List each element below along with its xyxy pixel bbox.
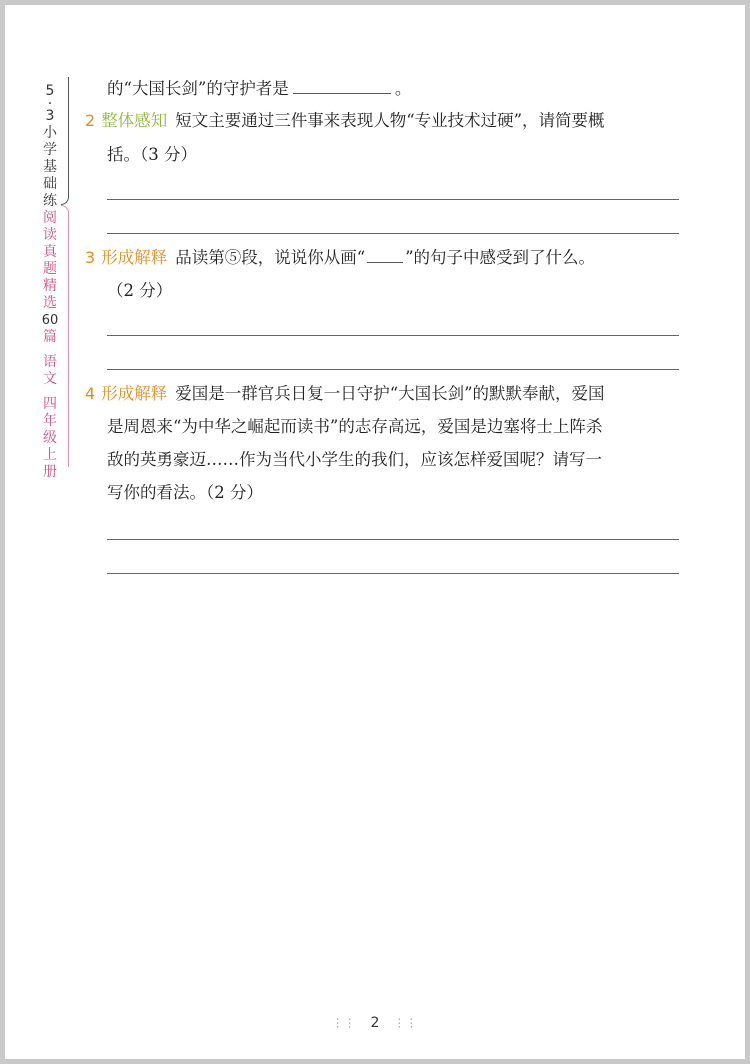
question-text: 品读第⑤段，说说你从画“ [175,248,366,267]
fill-blank[interactable] [293,77,391,94]
question-text: 括。（3 分） [107,145,197,164]
series-char: 题 [43,261,57,277]
brand-char: 基 [43,159,57,175]
answer-line[interactable] [107,233,679,234]
brand-char: 小 [43,125,57,141]
question-number: 3 [85,248,96,267]
series-char: 精 [43,278,57,294]
answer-line[interactable] [107,539,679,540]
question-text: 敌的英勇豪迈……作为当代小学生的我们，应该怎样爱国呢？请写一 [107,450,602,469]
grade-char: 年 [43,413,57,429]
series-char: 阅 [43,210,57,226]
series-char: 真 [43,244,57,260]
subject-char: 语 [43,354,57,370]
question-4-line-3 [107,448,701,472]
sidebar-divider-bottom [61,205,69,467]
series-count: 60 [41,313,59,328]
page-footer [5,1015,745,1031]
series-char: 读 [43,227,57,243]
question-text: 爱国是一群官兵日复一日守护“大国长剑”的默默奉献，爱国 [175,384,605,403]
brand-char: 练 [43,193,57,209]
page [5,5,745,1059]
subject-char: 文 [43,371,57,387]
brand-char: 5 [45,83,55,99]
question-text: 短文主要通过三件事来表现人物“专业技术过硬”，请简要概 [175,111,605,130]
question-2 [85,109,679,133]
grade-char: 上 [43,447,57,463]
question-text: （2 分） [107,281,173,300]
answer-line[interactable] [107,199,679,200]
question-3-line-2 [107,279,701,303]
question-1-tail: 的“大国长剑”的守护者是 。 [107,79,412,98]
sidebar-series [39,210,61,481]
page-number: 2 [370,1015,380,1031]
question-tag: 形成解释 [101,384,168,403]
question-number: 2 [85,111,96,130]
sidebar-divider-top [61,77,69,205]
decor-dots-icon: ⋮⋮ [332,1016,357,1030]
grade-char: 四 [43,396,57,412]
question-1-text: 的“大国长剑”的守护者是 [107,79,289,98]
grade-char: 册 [43,464,57,480]
answer-line[interactable] [107,335,679,336]
grade-char: 级 [43,430,57,446]
question-3: 3 形成解释 品读第⑤段，说说你从画“ ”的句子中感受到了什么。 [85,248,596,267]
sidebar-brand [39,83,61,210]
question-text: 是周恩来“为中华之崛起而读书”的志存高远，爱国是边塞将士上阵杀 [107,417,603,436]
question-number: 4 [85,384,96,403]
series-char: 篇 [43,329,57,345]
brand-char: 学 [43,142,57,158]
answer-line[interactable] [107,573,679,574]
brand-char: 3 [45,108,55,124]
question-tag: 形成解释 [101,248,168,267]
question-tag: 整体感知 [101,111,168,130]
question-4 [85,382,679,406]
fill-blank[interactable] [367,246,403,263]
brand-char: 础 [43,176,57,192]
decor-dots-icon: ⋮⋮ [393,1016,418,1030]
question-2-line-2 [107,143,701,167]
series-char: 选 [43,295,57,311]
brand-char: · [47,96,53,112]
answer-line[interactable] [107,369,679,370]
question-4-line-2 [107,415,701,439]
question-text: 写你的看法。（2 分） [107,483,263,502]
question-4-line-4 [107,481,701,505]
